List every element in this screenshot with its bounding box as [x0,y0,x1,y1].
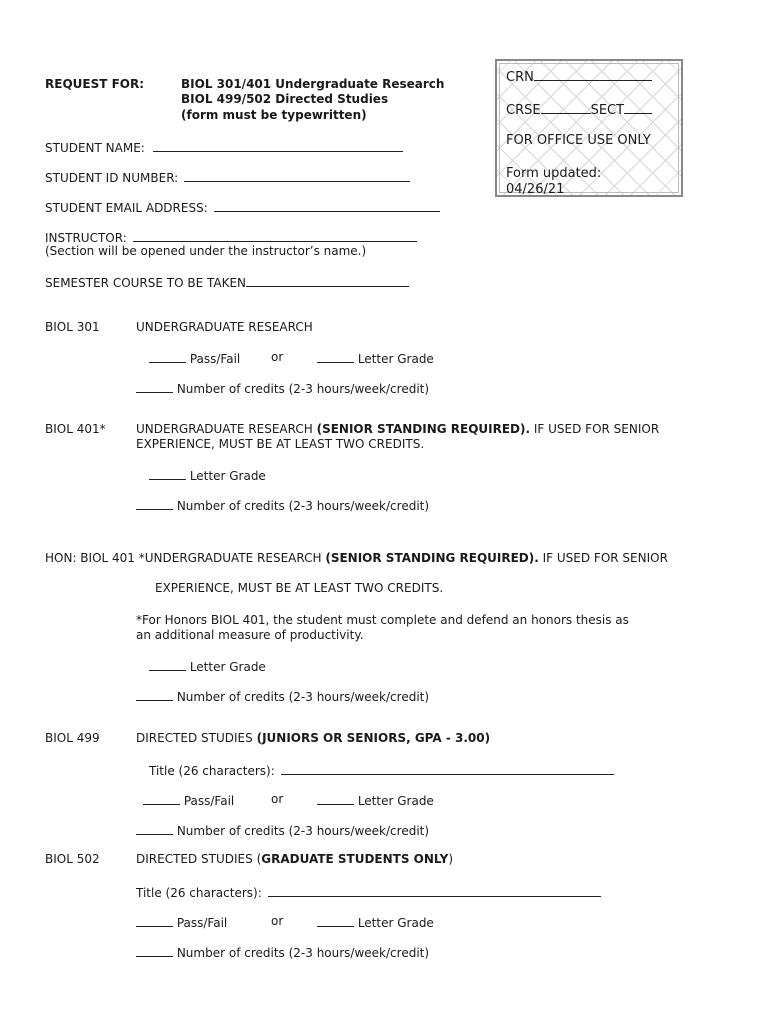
form-updated-date: 04/26/21 [506,182,565,197]
biol499-letter-blank[interactable] [317,792,354,805]
hon401-note-line1: *For Honors BIOL 401, the student must complete and defend an honors thesis as [136,613,629,627]
biol499-credits-row [136,822,429,839]
pass-fail-label: Pass/Fail [189,352,241,366]
crn-label: CRN [506,70,534,85]
credits-label: Number of credits (2-3 hours/week/credit) [176,690,430,704]
biol301-code: BIOL 301 [45,320,100,334]
hon401-letter-blank[interactable] [149,658,186,671]
biol401-letter-blank[interactable] [149,467,186,480]
biol502-title-field[interactable] [268,884,601,897]
hon401-letter-row [149,658,266,675]
request-for-label: REQUEST FOR: [45,77,145,91]
biol301-credits-row [136,380,429,397]
biol301-letter-row [317,350,434,367]
letter-grade-label: Letter Grade [189,660,266,674]
hon401-header [45,551,668,566]
biol502-passfail-blank[interactable] [136,914,173,927]
biol301-letter-blank[interactable] [317,350,354,363]
biol499-credits-blank[interactable] [136,822,173,835]
course-line-3: (form must be typewritten) [181,108,367,122]
biol502-passfail-row [136,914,227,931]
biol401-credits-row [136,497,429,514]
credits-label: Number of credits (2-3 hours/week/credit) [176,946,430,960]
instructor-field[interactable] [133,229,417,242]
hon401-credits-blank[interactable] [136,688,173,701]
hon401-credits-row [136,688,429,705]
student-email-field[interactable] [214,199,440,212]
biol499-code: BIOL 499 [45,731,100,745]
student-email-label: STUDENT EMAIL ADDRESS: [45,201,208,215]
biol502-title-row [136,884,601,901]
hon401-tail: IF USED FOR SENIOR [538,551,668,565]
credits-label: Number of credits (2-3 hours/week/credit) [176,499,430,513]
biol499-desc-plain: DIRECTED STUDIES [136,731,257,745]
student-id-field[interactable] [184,169,410,182]
hon401-prefix: HON: BIOL 401 *UNDERGRADUATE RESEARCH [45,551,326,565]
biol301-desc: UNDERGRADUATE RESEARCH [136,320,313,334]
title-label: Title (26 characters): [149,764,275,778]
crse-line [541,101,591,114]
biol401-desc-line2: EXPERIENCE, MUST BE AT LEAST TWO CREDITS. [136,437,425,451]
instructor-note: (Section will be opened under the instructor’s name.) [45,244,367,258]
biol502-credits-blank[interactable] [136,944,173,957]
biol401-credits-blank[interactable] [136,497,173,510]
biol499-desc-bold: (JUNIORS OR SENIORS, GPA - 3.00) [256,731,491,745]
biol499-desc [136,731,490,746]
pass-fail-label: Pass/Fail [176,916,228,930]
semester-field[interactable] [246,274,409,287]
pass-fail-label: Pass/Fail [183,794,235,808]
course-line-2: BIOL 499/502 Directed Studies [181,92,389,106]
credits-label: Number of credits (2-3 hours/week/credit) [176,824,430,838]
hon401-bold: (SENIOR STANDING REQUIRED). [325,551,539,565]
biol499-title-row [149,762,614,779]
biol401-letter-row [149,467,266,484]
biol301-credits-blank[interactable] [136,380,173,393]
biol499-passfail-blank[interactable] [143,792,180,805]
biol502-code: BIOL 502 [45,852,100,866]
student-id-label: STUDENT ID NUMBER: [45,171,179,185]
biol401-desc [136,422,659,437]
biol401-desc-tail: IF USED FOR SENIOR [530,422,660,436]
biol502-desc [136,852,453,867]
or-label: or [271,350,284,364]
course-line-1: BIOL 301/401 Undergraduate Research [181,77,445,91]
hon401-line2: EXPERIENCE, MUST BE AT LEAST TWO CREDITS. [155,581,444,595]
biol401-code: BIOL 401* [45,422,106,436]
biol502-letter-row [317,914,434,931]
biol499-passfail-row [143,792,234,809]
student-name-row [45,139,403,156]
sect-line [624,101,652,114]
crn-field [506,68,652,86]
or-label: or [271,914,284,928]
crn-line [534,68,652,81]
biol502-desc-close: ) [448,852,454,866]
crse-label: CRSE [506,103,541,118]
crse-sect-field [506,101,652,119]
biol502-credits-row [136,944,429,961]
semester-row [45,274,409,291]
biol401-desc-bold: (SENIOR STANDING REQUIRED). [316,422,531,436]
sect-label: SECT [590,103,625,118]
instructor-label: INSTRUCTOR: [45,231,127,245]
biol499-letter-row [317,792,434,809]
semester-label: SEMESTER COURSE TO BE TAKEN [45,276,247,290]
biol499-title-field[interactable] [281,762,614,775]
credits-label: Number of credits (2-3 hours/week/credit) [176,382,430,396]
letter-grade-label: Letter Grade [357,352,434,366]
biol301-grading-row [149,350,240,367]
or-label: or [271,792,284,806]
biol502-letter-blank[interactable] [317,914,354,927]
letter-grade-label: Letter Grade [189,469,266,483]
hon401-note-line2: an additional measure of productivity. [136,628,364,642]
student-id-row [45,169,410,186]
title-label: Title (26 characters): [136,886,262,900]
office-use-label: FOR OFFICE USE ONLY [506,133,651,148]
letter-grade-label: Letter Grade [357,916,434,930]
student-name-label: STUDENT NAME: [45,141,145,155]
form-updated-label: Form updated: [506,166,602,181]
student-email-row [45,199,440,216]
biol401-desc-plain: UNDERGRADUATE RESEARCH [136,422,317,436]
letter-grade-label: Letter Grade [357,794,434,808]
student-name-field[interactable] [153,139,403,152]
office-use-box [495,59,683,197]
biol502-desc-bold: GRADUATE STUDENTS ONLY [261,852,449,866]
biol301-passfail-blank[interactable] [149,350,186,363]
biol502-desc-plain: DIRECTED STUDIES ( [136,852,262,866]
